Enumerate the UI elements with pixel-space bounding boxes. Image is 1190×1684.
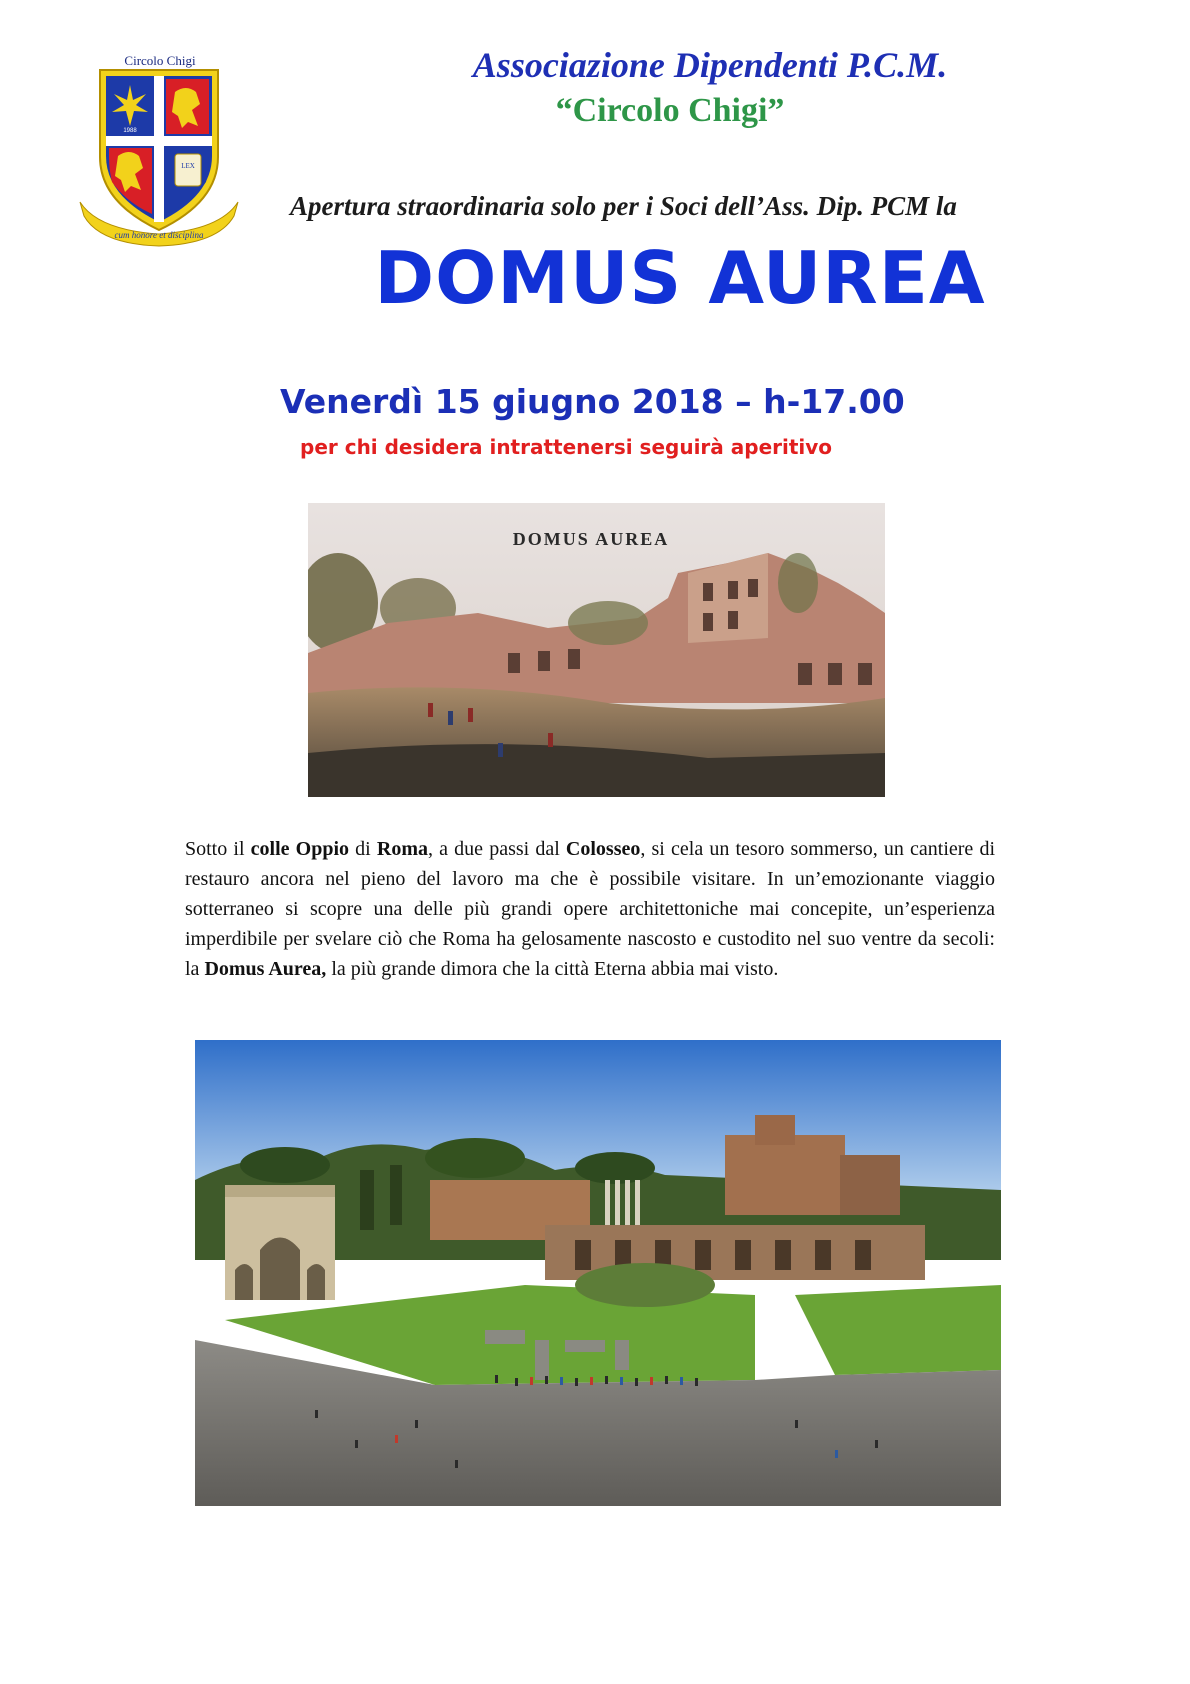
logo-caption: Circolo Chigi <box>124 53 196 68</box>
logo-year-text: 1988 <box>123 128 137 134</box>
aperitivo-note: per chi desidera intrattenersi seguirà aperitivo <box>300 435 833 459</box>
para-text-5: la più grande dimora che la città Eterna abbia mai visto. <box>326 958 779 980</box>
para-text-2: di <box>349 838 377 860</box>
para-bold-colosseo: Colosseo <box>565 838 641 860</box>
circolo-subtitle: “Circolo Chigi” <box>555 92 785 129</box>
association-title: Associazione Dipendenti P.C.M. <box>472 45 948 85</box>
para-text-1: Sotto il <box>185 838 251 860</box>
logo-motto-text: cum honore et disciplina <box>114 230 204 240</box>
para-text-4: , si cela un tesoro sommerso, un cantiere di restauro ancora nel pieno del lavoro ma che è possibile visitare. In un’emozionante viaggio sotterraneo si scopre una delle più grandi opere architettoniche mai concepite, un’esperienza imperdibile per svelare ciò che Roma ha gelosamente nascosto e custodito nel suo ventre da secoli: la <box>185 838 996 980</box>
circolo-chigi-logo <box>78 52 240 247</box>
painting-caption: DOMUS AUREA <box>512 529 670 549</box>
event-title: DOMUS AUREA <box>374 236 986 320</box>
para-bold-domus-aurea: Domus Aurea, <box>204 958 327 980</box>
para-text-3: , a due passi dal <box>428 838 566 860</box>
description-paragraph <box>185 834 995 984</box>
domus-aurea-painting <box>308 503 885 797</box>
event-date: Venerdì 15 giugno 2018 – h-17.00 <box>280 382 905 421</box>
logo-lex-text: LEX <box>181 162 195 170</box>
roman-forum-panorama-photo <box>195 1040 1001 1506</box>
opening-announcement: Apertura straordinaria solo per i Soci dell’Ass. Dip. PCM la <box>290 191 957 221</box>
para-bold-colle-oppio: colle Oppio <box>250 838 350 860</box>
para-bold-roma: Roma <box>376 838 428 860</box>
